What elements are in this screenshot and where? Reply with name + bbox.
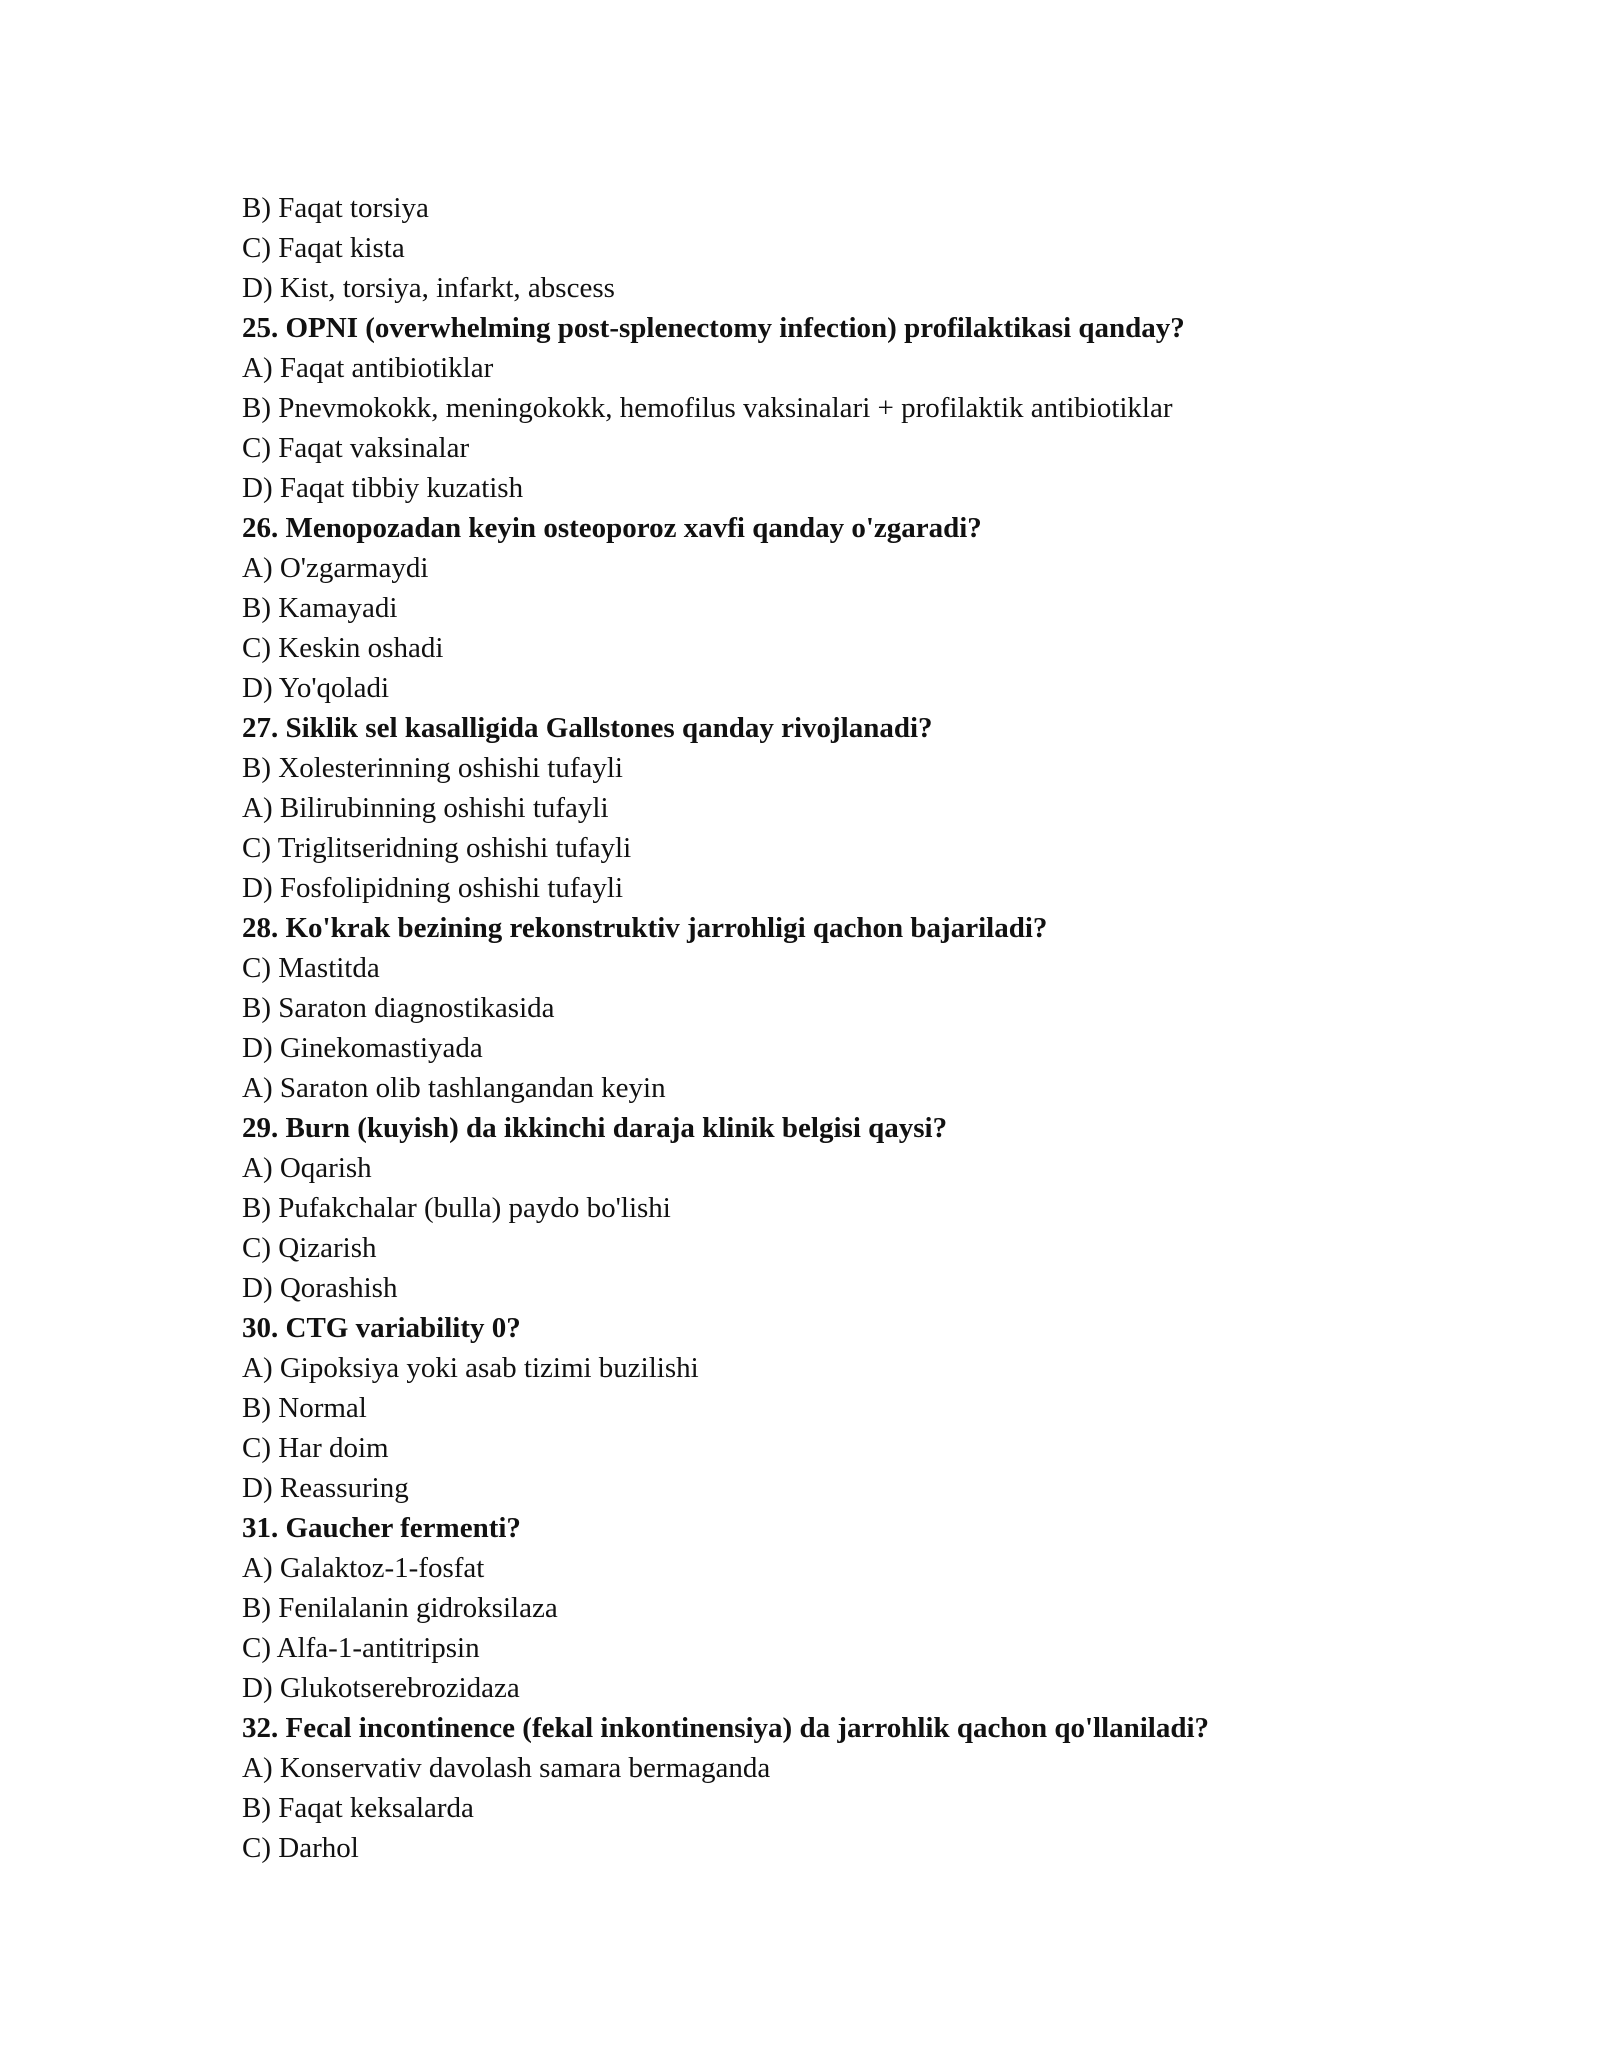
- option: C) Keskin oshadi: [242, 632, 444, 664]
- question-32: 32. Fecal incontinence (fekal inkontinensiya) da jarrohlik qachon qo'llaniladi?: [242, 1712, 1210, 1744]
- option: A) Konservativ davolash samara bermaganda: [242, 1752, 771, 1784]
- option: D) Yo'qoladi: [242, 672, 390, 704]
- option: C) Darhol: [242, 1832, 359, 1864]
- option: A) Gipoksiya yoki asab tizimi buzilishi: [242, 1352, 699, 1384]
- option: A) Oqarish: [242, 1152, 372, 1184]
- option: C) Faqat vaksinalar: [242, 432, 470, 464]
- option: B) Kamayadi: [242, 592, 398, 624]
- option: A) Bilirubinning oshishi tufayli: [242, 792, 609, 824]
- question-30: 30. CTG variability 0?: [242, 1312, 521, 1344]
- question-27: 27. Siklik sel kasalligida Gallstones qanday rivojlanadi?: [242, 712, 933, 744]
- option: C) Alfa-1-antitripsin: [242, 1632, 480, 1664]
- question-29: 29. Burn (kuyish) da ikkinchi daraja klinik belgisi qaysi?: [242, 1112, 948, 1144]
- document-page: [242, 188, 1442, 1868]
- option: A) O'zgarmaydi: [242, 552, 429, 584]
- option: A) Saraton olib tashlangandan keyin: [242, 1072, 666, 1104]
- option: B) Faqat keksalarda: [242, 1792, 474, 1824]
- option: D) Qorashish: [242, 1272, 398, 1304]
- question-25: 25. OPNI (overwhelming post-splenectomy infection) profilaktikasi qanday?: [242, 312, 1185, 344]
- option: D) Fosfolipidning oshishi tufayli: [242, 872, 624, 904]
- option: A) Galaktoz-1-fosfat: [242, 1552, 485, 1584]
- option: D) Kist, torsiya, infarkt, abscess: [242, 272, 615, 304]
- question-31: 31. Gaucher fermenti?: [242, 1512, 521, 1544]
- option: D) Faqat tibbiy kuzatish: [242, 472, 524, 504]
- option: B) Fenilalanin gidroksilaza: [242, 1592, 558, 1624]
- option: B) Pufakchalar (bulla) paydo bo'lishi: [242, 1192, 671, 1224]
- option: B) Pnevmokokk, meningokokk, hemofilus vaksinalari + profilaktik antibiotiklar: [242, 392, 1173, 424]
- question-26: 26. Menopozadan keyin osteoporoz xavfi qanday o'zgaradi?: [242, 512, 982, 544]
- option: D) Glukotserebrozidaza: [242, 1672, 520, 1704]
- question-28: 28. Ko'krak bezining rekonstruktiv jarrohligi qachon bajariladi?: [242, 912, 1048, 944]
- option: C) Triglitseridning oshishi tufayli: [242, 832, 632, 864]
- option: D) Ginekomastiyada: [242, 1032, 483, 1064]
- option: B) Normal: [242, 1392, 367, 1424]
- option: B) Saraton diagnostikasida: [242, 992, 555, 1024]
- option: D) Reassuring: [242, 1472, 409, 1504]
- option: C) Faqat kista: [242, 232, 405, 264]
- option: B) Faqat torsiya: [242, 192, 429, 224]
- option: A) Faqat antibiotiklar: [242, 352, 494, 384]
- option: C) Qizarish: [242, 1232, 377, 1264]
- option: C) Har doim: [242, 1432, 389, 1464]
- option: B) Xolesterinning oshishi tufayli: [242, 752, 623, 784]
- option: C) Mastitda: [242, 952, 380, 984]
